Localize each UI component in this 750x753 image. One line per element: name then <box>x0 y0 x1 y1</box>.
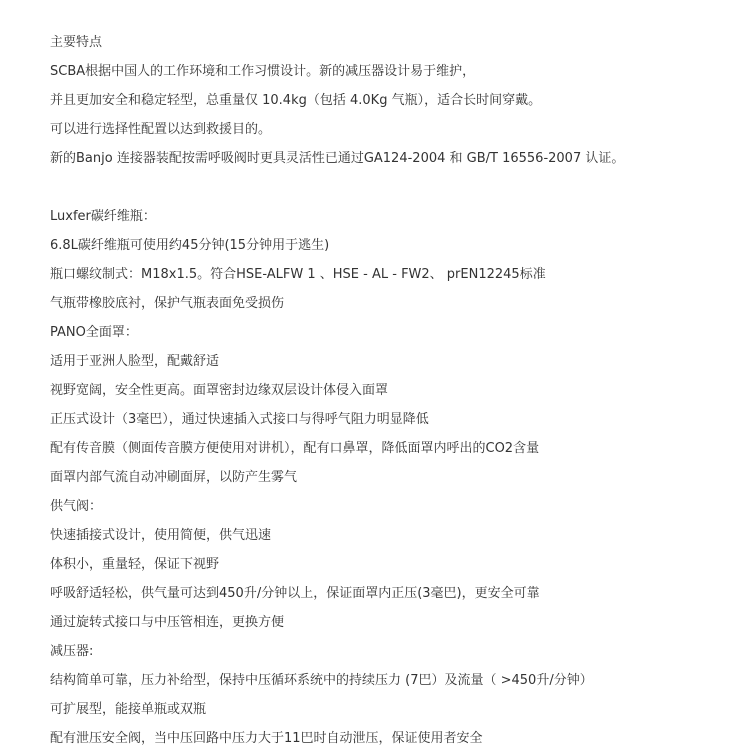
features-line: 可以进行选择性配置以达到救援目的。 <box>50 122 272 137</box>
features-line: 并且更加安全和稳定轻型，总重量仅 10.4kg（包括 4.0Kg 气瓶），适合长时间穿戴。 <box>50 93 542 108</box>
mask-heading: PANO全面罩： <box>50 325 138 340</box>
valve-line: 体积小，重量轻，保证下视野 <box>50 557 220 572</box>
features-line: SCBA根据中国人的工作环境和工作习惯设计。新的减压器设计易于维护， <box>50 64 476 79</box>
section-spacer <box>50 173 740 202</box>
cylinder-line: 6.8L碳纤维瓶可使用约45分钟(15分钟用于逃生) <box>50 238 330 253</box>
reducer-line: 配有泄压安全阀，当中压回路中压力大于11巴时自动泄压，保证使用者安全 <box>50 731 483 746</box>
cylinder-heading: Luxfer碳纤维瓶： <box>50 209 156 224</box>
reducer-line: 可扩展型，能接单瓶或双瓶 <box>50 702 207 717</box>
valve-line: 通过旋转式接口与中压管相连，更换方便 <box>50 615 285 630</box>
valve-line: 呼吸舒适轻松，供气量可达到450升/分钟以上，保证面罩内正压(3毫巴)，更安全可靠 <box>50 586 540 601</box>
reducer-line: 结构简单可靠，压力补给型，保持中压循环系统中的持续压力 (7巴）及流量（ >450升/分钟） <box>50 673 593 688</box>
valve-heading: 供气阀： <box>50 499 103 514</box>
product-description <box>50 28 740 753</box>
features-heading: 主要特点 <box>50 35 103 50</box>
mask-line: 视野宽阔，安全性更高。面罩密封边缘双层设计体侵入面罩 <box>50 383 389 398</box>
cylinder-line: 瓶口螺纹制式：M18x1.5。符合HSE-ALFW 1 、HSE - AL - FW2、 prEN12245标准 <box>50 267 546 282</box>
cylinder-line: 气瓶带橡胶底衬，保护气瓶表面免受损伤 <box>50 296 285 311</box>
mask-line: 面罩内部气流自动冲刷面屏，以防产生雾气 <box>50 470 298 485</box>
mask-line: 适用于亚洲人脸型，配戴舒适 <box>50 354 220 369</box>
features-line: 新的Banjo 连接器装配按需呼吸阀时更具灵活性已通过GA124-2004 和 GB/T 16556-2007 认证。 <box>50 151 625 166</box>
mask-line: 配有传音膜（侧面传音膜方便使用对讲机），配有口鼻罩，降低面罩内呼出的CO2含量 <box>50 441 540 456</box>
mask-line: 正压式设计（3毫巴），通过快速插入式接口与得呼气阻力明显降低 <box>50 412 429 427</box>
reducer-heading: 减压器: <box>50 644 94 659</box>
valve-line: 快速插接式设计，使用简便，供气迅速 <box>50 528 272 543</box>
